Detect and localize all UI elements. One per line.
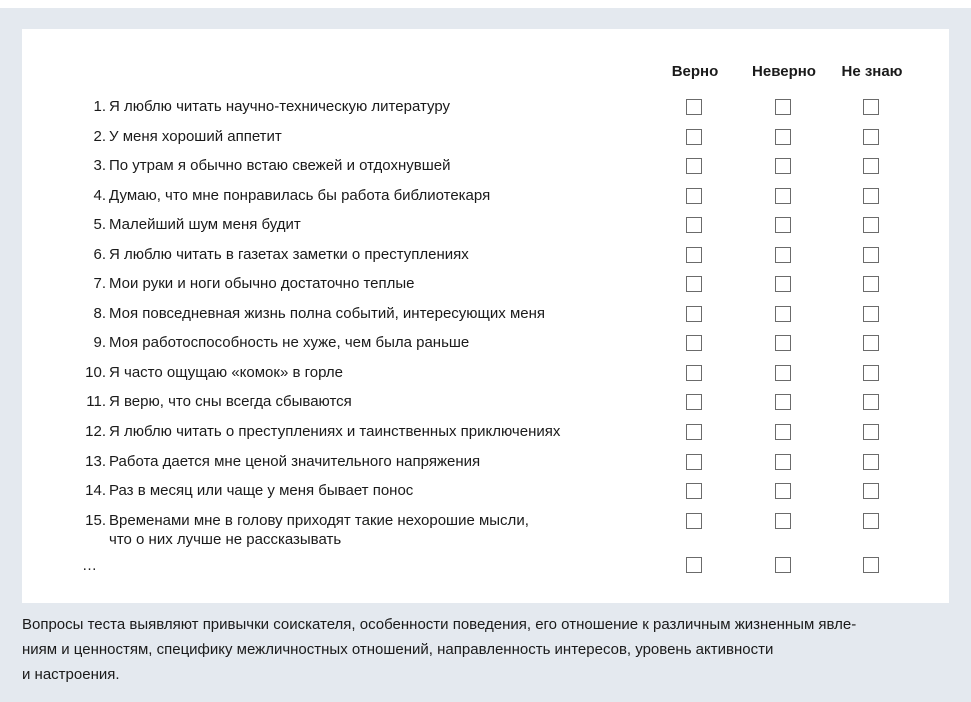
checkbox-unknown[interactable] — [863, 217, 879, 233]
checkbox-unknown[interactable] — [863, 158, 879, 174]
question-row-more — [22, 556, 949, 585]
question-number: 12. — [85, 423, 106, 440]
question-number: 6. — [93, 246, 106, 263]
checkbox-true[interactable] — [686, 335, 702, 351]
checkbox-true[interactable] — [686, 188, 702, 204]
question-text: Раз в месяц или чаще у меня бывает понос — [109, 482, 414, 499]
question-number: 4. — [93, 187, 106, 204]
checkbox-true[interactable] — [686, 454, 702, 470]
checkbox-unknown[interactable] — [863, 454, 879, 470]
question-row-6 — [22, 245, 949, 274]
checkbox-true[interactable] — [686, 424, 702, 440]
question-row-7 — [22, 274, 949, 303]
question-text: Работа дается мне ценой значительного напряжения — [109, 453, 481, 470]
checkbox-false[interactable] — [775, 335, 791, 351]
question-text-line-2: что о них лучше не рассказывать — [109, 531, 342, 548]
checkbox-true[interactable] — [686, 365, 702, 381]
checkbox-true[interactable] — [686, 483, 702, 499]
checkbox-false[interactable] — [775, 129, 791, 145]
checkbox-false[interactable] — [775, 557, 791, 573]
footnote-line-3: и настроения. — [22, 666, 120, 683]
footnote-line-2: ниям и ценностям, специфику межличностных отношений, направленность интересов, уровень активности — [22, 641, 774, 658]
checkbox-true[interactable] — [686, 513, 702, 529]
question-number: 1. — [93, 98, 106, 115]
question-row-8 — [22, 304, 949, 333]
checkbox-unknown[interactable] — [863, 306, 879, 322]
checkbox-false[interactable] — [775, 513, 791, 529]
checkbox-true[interactable] — [686, 99, 702, 115]
checkbox-true[interactable] — [686, 129, 702, 145]
checkbox-unknown[interactable] — [863, 365, 879, 381]
checkbox-true[interactable] — [686, 394, 702, 410]
question-number: 10. — [85, 364, 106, 381]
question-number: 8. — [93, 305, 106, 322]
checkbox-unknown[interactable] — [863, 557, 879, 573]
checkbox-true[interactable] — [686, 217, 702, 233]
question-text: Моя повседневная жизнь полна событий, интересующих меня — [109, 305, 546, 322]
checkbox-unknown[interactable] — [863, 276, 879, 292]
checkbox-false[interactable] — [775, 247, 791, 263]
column-unknown-label: Не знаю — [841, 63, 903, 80]
checkbox-false[interactable] — [775, 217, 791, 233]
question-row-11 — [22, 392, 949, 421]
question-text: Я люблю читать о преступлениях и таинственных приключениях — [109, 423, 561, 440]
checkbox-false[interactable] — [775, 188, 791, 204]
checkbox-false[interactable] — [775, 454, 791, 470]
checkbox-unknown[interactable] — [863, 394, 879, 410]
question-number: 7. — [93, 275, 106, 292]
checkbox-false[interactable] — [775, 394, 791, 410]
footnote — [22, 612, 952, 687]
checkbox-unknown[interactable] — [863, 335, 879, 351]
question-row-3 — [22, 156, 949, 185]
checkbox-unknown[interactable] — [863, 99, 879, 115]
checkbox-true[interactable] — [686, 276, 702, 292]
question-number: 5. — [93, 216, 106, 233]
top-strip — [0, 0, 971, 8]
question-number: 2. — [93, 128, 106, 145]
question-number: 13. — [85, 453, 106, 470]
answer-columns-header — [22, 63, 949, 83]
column-true-label: Верно — [671, 63, 719, 80]
question-row-9 — [22, 333, 949, 362]
question-row-13 — [22, 452, 949, 481]
column-false-label: Неверно — [752, 63, 816, 80]
question-row-10 — [22, 363, 949, 392]
questionnaire-card — [22, 29, 949, 603]
question-text: Малейший шум меня будит — [109, 216, 301, 233]
question-row-12 — [22, 422, 949, 451]
question-row-15 — [22, 511, 949, 551]
checkbox-false[interactable] — [775, 424, 791, 440]
checkbox-unknown[interactable] — [863, 129, 879, 145]
checkbox-unknown[interactable] — [863, 247, 879, 263]
question-text: Я люблю читать научно-техническую литературу — [109, 98, 451, 115]
checkbox-false[interactable] — [775, 99, 791, 115]
checkbox-true[interactable] — [686, 247, 702, 263]
question-number: 9. — [93, 334, 106, 351]
question-row-5 — [22, 215, 949, 244]
checkbox-false[interactable] — [775, 483, 791, 499]
checkbox-true[interactable] — [686, 557, 702, 573]
more-questions-ellipsis: … — [82, 557, 97, 574]
question-text: Думаю, что мне понравилась бы работа библиотекаря — [109, 187, 491, 204]
question-number: 14. — [85, 482, 106, 499]
checkbox-unknown[interactable] — [863, 483, 879, 499]
question-text: По утрам я обычно встаю свежей и отдохнувшей — [109, 157, 451, 174]
question-number: 11. — [86, 393, 106, 410]
question-text: Я часто ощущаю «комок» в горле — [109, 364, 344, 381]
question-row-1 — [22, 97, 949, 126]
checkbox-false[interactable] — [775, 276, 791, 292]
question-row-4 — [22, 186, 949, 215]
footnote-line-1: Вопросы теста выявляют привычки соискателя, особенности поведения, его отношение к различным жизненным явле- — [22, 616, 857, 633]
checkbox-true[interactable] — [686, 306, 702, 322]
question-row-14 — [22, 481, 949, 510]
question-text: Мои руки и ноги обычно достаточно теплые — [109, 275, 415, 292]
checkbox-unknown[interactable] — [863, 424, 879, 440]
question-row-2 — [22, 127, 949, 156]
question-text: Я верю, что сны всегда сбываются — [109, 393, 352, 410]
question-text: Моя работоспособность не хуже, чем была раньше — [109, 334, 470, 351]
checkbox-unknown[interactable] — [863, 513, 879, 529]
checkbox-true[interactable] — [686, 158, 702, 174]
question-number: 3. — [93, 157, 106, 174]
checkbox-false[interactable] — [775, 365, 791, 381]
question-text: У меня хороший аппетит — [109, 128, 282, 145]
checkbox-false[interactable] — [775, 158, 791, 174]
checkbox-unknown[interactable] — [863, 188, 879, 204]
question-text-line-1: Временами мне в голову приходят такие нехорошие мысли, — [109, 512, 529, 529]
question-text: Я люблю читать в газетах заметки о преступлениях — [109, 246, 469, 263]
checkbox-false[interactable] — [775, 306, 791, 322]
question-number: 15. — [85, 512, 106, 529]
